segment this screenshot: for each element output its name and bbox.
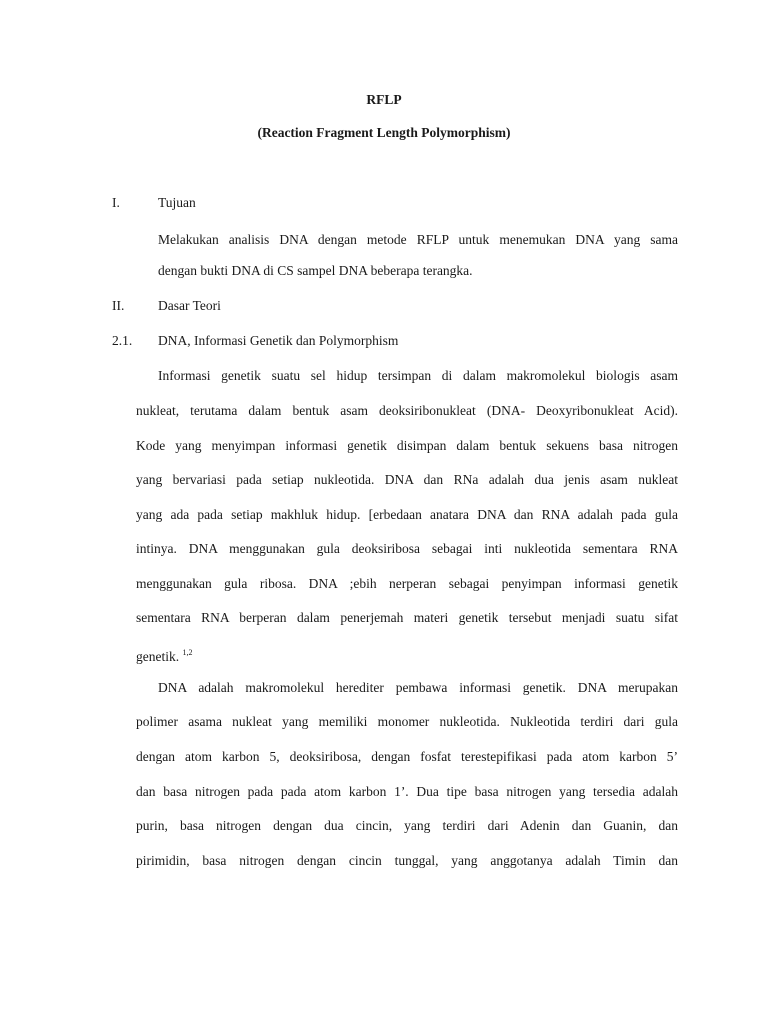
text-line: dan basa nitrogen pada pada atom karbon 1’. Dua tipe basa nitrogen yang tersedia adalah <box>136 784 678 799</box>
document-title: RFLP <box>366 92 402 107</box>
text-fragment: genetik. <box>136 649 180 664</box>
text-line: nukleat, terutama dalam bentuk asam deoksiribonukleat (DNA- Deoxyribonukleat Acid). <box>136 403 678 418</box>
text-line: polimer asama nukleat yang memiliki monomer nukleotida. Nukleotida terdiri dari gula <box>136 714 678 729</box>
text-line: Kode yang menyimpan informasi genetik disimpan dalam bentuk sekuens basa nitrogen <box>136 438 678 453</box>
text-line: sementara RNA berperan dalam penerjemah materi genetik tersebut menjadi suatu sifat <box>136 610 678 625</box>
text-line: Informasi genetik suatu sel hidup tersimpan di dalam makromolekul biologis asam <box>158 368 678 383</box>
text-line: Melakukan analisis DNA dengan metode RFLP untuk menemukan DNA yang sama <box>158 232 678 247</box>
section-heading: DNA, Informasi Genetik dan Polymorphism <box>158 333 399 348</box>
text-line: purin, basa nitrogen dengan dua cincin, yang terdiri dari Adenin dan Guanin, dan <box>136 818 678 833</box>
text-line: dengan bukti DNA di CS sampel DNA beberapa terangka. <box>158 263 473 278</box>
text-line <box>136 644 678 666</box>
section-heading: Tujuan <box>158 195 196 210</box>
text-line: yang ada pada setiap makhluk hidup. [erbedaan anatara DNA dan RNA adalah pada gula <box>136 507 678 522</box>
text-line: yang bervariasi pada setiap nukleotida. DNA dan RNa adalah dua jenis asam nukleat <box>136 472 678 487</box>
section-number: II. <box>112 298 125 313</box>
text-line: DNA adalah makromolekul herediter pembawa informasi genetik. DNA merupakan <box>158 680 678 695</box>
section-heading: Dasar Teori <box>158 298 221 313</box>
section-number: 2.1. <box>112 333 133 348</box>
text-line: pirimidin, basa nitrogen dengan cincin tunggal, yang anggotanya adalah Timin dan <box>136 853 678 868</box>
text-line: menggunakan gula ribosa. DNA ;ebih nerperan sebagai penyimpan informasi genetik <box>136 576 678 591</box>
section-number: I. <box>112 195 120 210</box>
text-line: dengan atom karbon 5, deoksiribosa, dengan fosfat terestерifikasi pada atom karbon 5’ <box>136 749 678 764</box>
text-line: intinya. DNA menggunakan gula deoksiribosa sebagai inti nukleotida sementara RNA <box>136 541 678 556</box>
citation-superscript: 1,2 <box>182 648 193 657</box>
document-subtitle: (Reaction Fragment Length Polymorphism) <box>257 125 511 140</box>
